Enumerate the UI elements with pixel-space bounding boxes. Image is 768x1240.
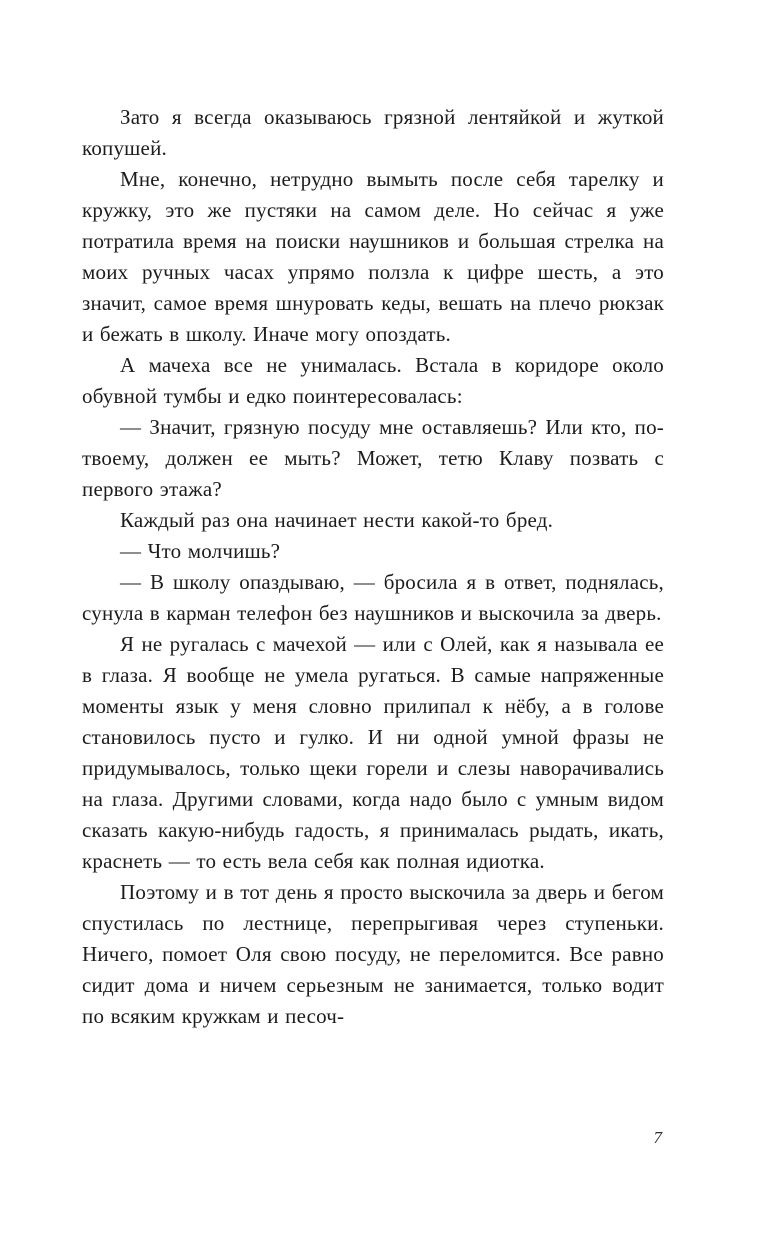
paragraph-dialogue: — Значит, грязную посуду мне оставляешь? Или кто, по-твоему, должен ее мыть? Может, тетю Клаву позвать с первого этажа?: [82, 415, 664, 501]
page-number: 7: [653, 1128, 662, 1147]
paragraph: А мачеха все не унималась. Встала в коридоре около обувной тумбы и едко поинтересовалась:: [82, 353, 664, 408]
page-text-block: [82, 102, 664, 1032]
paragraph: Каждый раз она начинает нести какой-то бред.: [120, 508, 554, 532]
paragraph: Поэтому и в тот день я просто выскочила за дверь и бегом спустилась по лестнице, перепрыгивая через ступеньки. Ничего, помоет Оля свою посуду, не переломится. Все равно сидит дома и ничем серьезным не занимается, только водит по всяким кружкам и песоч-: [82, 880, 664, 1028]
paragraph: Зато я всегда оказываюсь грязной лентяйкой и жуткой копушей.: [82, 105, 664, 160]
paragraph-dialogue: — В школу опаздываю, — бросила я в ответ, поднялась, сунула в карман телефон без наушников и выскочила за дверь.: [82, 570, 664, 625]
paragraph: Я не ругалась с мачехой — или с Олей, как я называла ее в глаза. Я вообще не умела ругаться. В самые напряженные моменты язык у меня словно прилипал к нёбу, а в голове становилось пусто и гулко. И ни одной умной фразы не придумывалось, только щеки горели и слезы наворачивались на глаза. Другими словами, когда надо было с умным видом сказать какую-нибудь гадость, я принималась рыдать, икать, краснеть — то есть вела себя как полная идиотка.: [82, 632, 664, 873]
paragraph: Мне, конечно, нетрудно вымыть после себя тарелку и кружку, это же пустяки на самом деле. Но сейчас я уже потратила время на поиски наушников и большая стрелка на моих ручных часах упрямо ползла к цифре шесть, а это значит, самое время шнуровать кеды, вешать на плечо рюкзак и бежать в школу. Иначе могу опоздать.: [82, 167, 664, 346]
paragraph-dialogue: — Что молчишь?: [120, 539, 281, 563]
